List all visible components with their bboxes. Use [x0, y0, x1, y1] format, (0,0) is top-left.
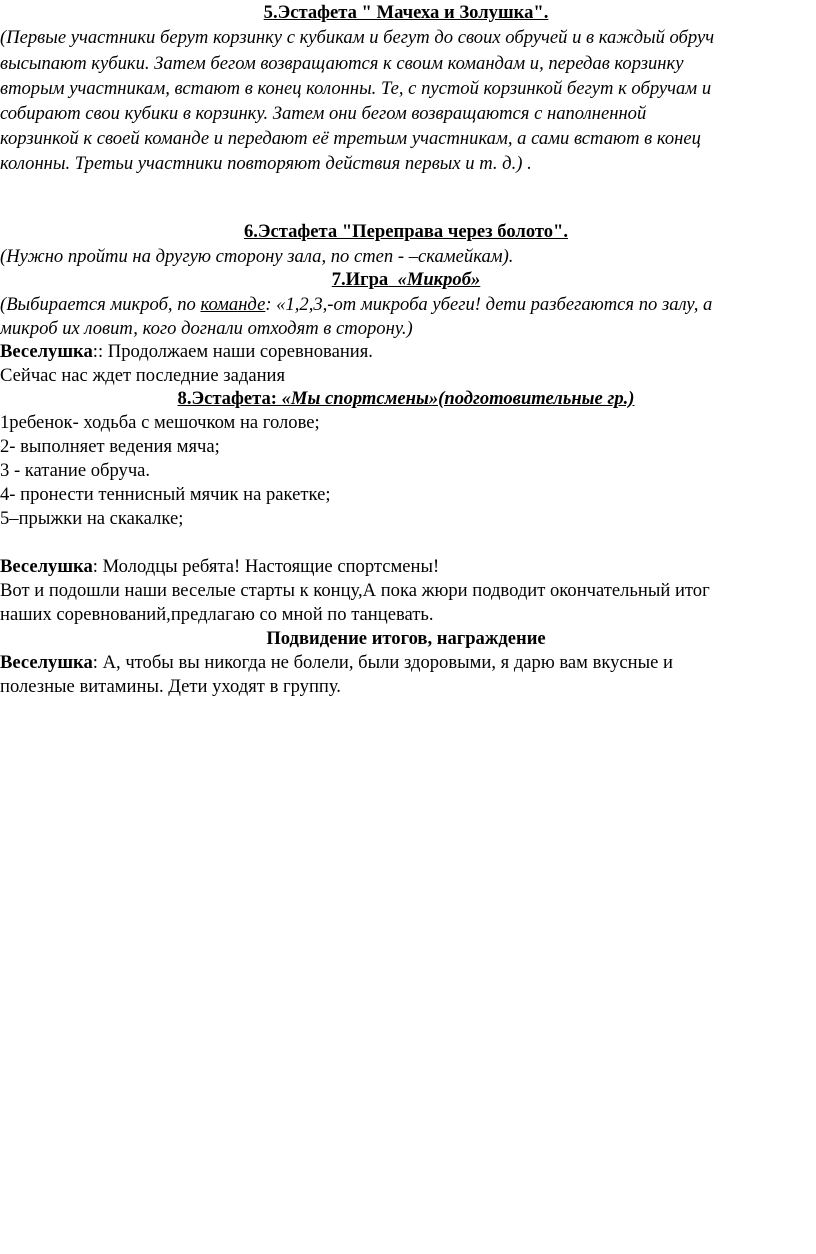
speech-2-line-2: Вот и подошли наши веселые старты к концу,А пока жюри подводит окончательный итог — [0, 580, 710, 601]
section-7-title-name: «Микроб» — [397, 269, 481, 290]
section-7-title-num: 7.Игра — [331, 269, 389, 290]
section-5-line-6: колонны. Третьи участники повторяют действия первых и т. д.) . — [0, 153, 532, 174]
section-8-title-name: «Мы спортсмены»(подготовительные гр.) — [281, 388, 635, 409]
section-7-line-2: микроб их ловит, кого догнали отходят в сторону.) — [0, 318, 413, 339]
speech-3-speaker: Веселушка — [0, 652, 93, 673]
section-8-item-1: 1ребенок- ходьба с мешочком на голове; — [0, 412, 320, 433]
section-5-title: 5.Эстафета " Мачеха и Золушка". — [263, 2, 549, 23]
section-8-item-3: 3 - катание обруча. — [0, 460, 151, 481]
speech-2-speaker: Веселушка — [0, 556, 93, 577]
speech-1-line-2: Сейчас нас ждет последние задания — [0, 365, 286, 386]
section-5-line-5: корзинкой к своей команде и передают её третьим участникам, а сами встают в конец — [0, 128, 701, 149]
speech-1-speaker: Веселушка — [0, 341, 93, 362]
speech-3-line-1 — [0, 651, 812, 675]
section-8-item-4: 4- пронести теннисный мячик на ракетке; — [0, 484, 331, 505]
section-7-line-1-underlined: команде — [200, 294, 266, 315]
section-7-line-1-part-b: : «1,2,3,-от микроба убеги! дети разбегаются по залу, а — [265, 294, 713, 315]
speech-2-text: : Молодцы ребята! Настоящие спортсмены! — [92, 556, 440, 577]
results-title: Подвидение итогов, награждение — [266, 628, 546, 649]
section-8-item-2: 2- выполняет ведения мяча; — [0, 436, 220, 457]
section-6-line: (Нужно пройти на другую сторону зала, по степ - –скамейкам). — [0, 246, 514, 267]
speech-2-line-3: наших соревнований,предлагаю со мной по танцевать. — [0, 604, 434, 625]
section-5-line-3: вторым участникам, встают в конец колонны. Те, с пустой корзинкой бегут к обручам и — [0, 78, 712, 99]
section-8-title — [0, 387, 812, 411]
section-7-line-1-part-a: (Выбирается микроб, по — [0, 294, 201, 315]
speech-3-text: : А, чтобы вы никогда не болели, были здоровыми, я дарю вам вкусные и — [92, 652, 673, 673]
section-5-line-1: (Первые участники берут корзинку с кубикам и бегут до своих обручей и в каждый обруч — [0, 27, 715, 48]
section-7-title — [0, 268, 812, 292]
speech-1-text: :: Продолжаем наши соревнования. — [92, 341, 373, 362]
speech-1-line-1 — [0, 340, 812, 364]
section-8-title-num: 8.Эстафета: — [177, 388, 282, 409]
speech-3-line-2: полезные витамины. Дети уходят в группу. — [0, 676, 341, 697]
section-5-line-4: собирают свои кубики в корзинку. Затем они бегом возвращаются с наполненной — [0, 103, 647, 124]
speech-2-line-1 — [0, 555, 812, 579]
section-8-item-5: 5–прыжки на скакалке; — [0, 508, 184, 529]
section-7-line-1 — [0, 293, 812, 317]
section-5-line-2: высыпают кубики. Затем бегом возвращаются к своим командам и, передав корзинку — [0, 53, 684, 74]
section-6-title: 6.Эстафета "Переправа через болото". — [243, 221, 569, 242]
